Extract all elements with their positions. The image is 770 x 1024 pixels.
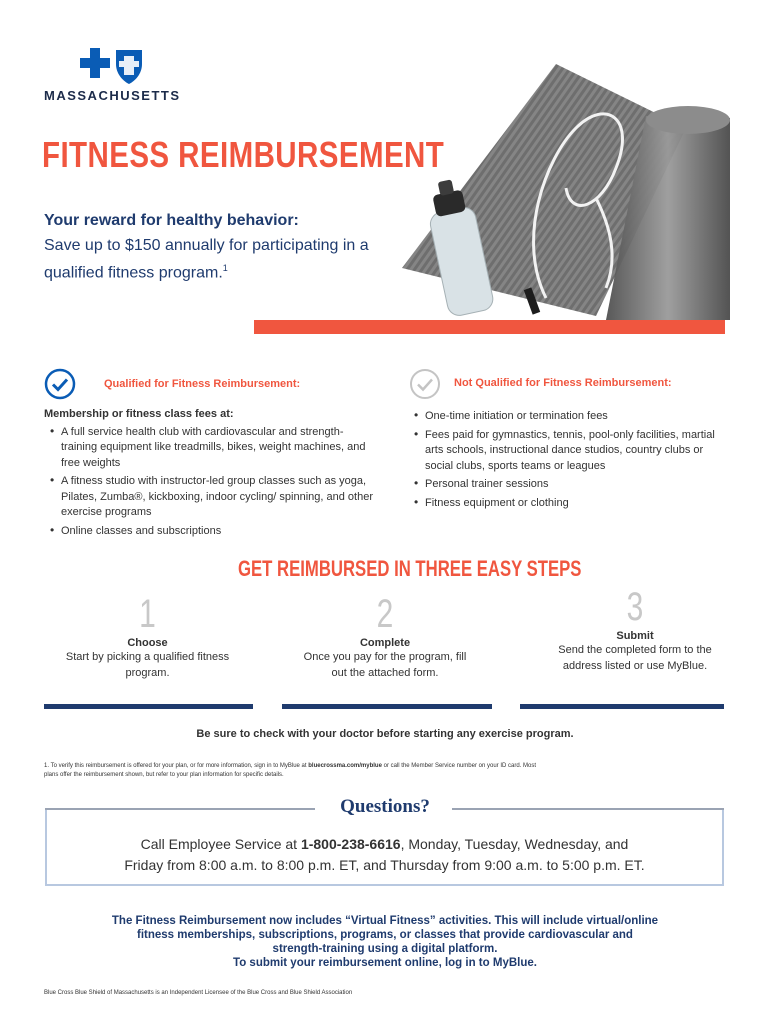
step-number: 3: [626, 585, 644, 629]
check-circle-icon: [44, 368, 76, 400]
blue-cross-shield-icon: [78, 46, 148, 86]
licensee-note: Blue Cross Blue Shield of Massachusetts is an Independent Licensee of the Blue Cross and Blue Shield Association: [44, 990, 353, 996]
not-qualified-heading: Not Qualified for Fitness Reimbursement:: [454, 377, 672, 389]
reward-subtitle: Save up to $150 annually for participating in a qualified fitness program.$^1$: [44, 237, 369, 282]
list-item: • Fitness equipment or clothing: [412, 496, 732, 512]
step-description: Start by picking a qualified fitness program.: [65, 651, 230, 679]
step-number: 2: [376, 592, 394, 636]
step-divider: [520, 704, 724, 709]
doctor-note: Be sure to check with your doctor before starting any exercise program.: [196, 728, 574, 740]
list-item: • A fitness studio with instructor-led group classes such as yoga, Pilates, Zumba®, kickboxing, indoor cycling/ spinning, and other exercise programs: [44, 474, 374, 521]
questions-title: Questions?: [340, 796, 430, 817]
qualified-lead: Membership or fitness class fees at:: [44, 408, 234, 420]
not-qualified-list: [412, 409, 732, 514]
step-label: Complete: [359, 637, 411, 649]
step-description: Send the completed form to the address listed or use MyBlue.: [558, 644, 712, 672]
reward-heading: Your reward for healthy behavior:: [44, 212, 299, 229]
step-label: Choose: [127, 637, 168, 649]
logo-wordmark: MASSACHUSETTS: [44, 88, 181, 103]
list-item: • One-time initiation or termination fees: [412, 409, 732, 425]
step-divider: [282, 704, 492, 709]
step-choose: [60, 592, 235, 681]
page-title: FITNESS REIMBURSEMENT: [42, 134, 445, 175]
myblue-link[interactable]: bluecrossma.com/myblue: [308, 763, 382, 769]
list-item: • Online classes and subscriptions: [44, 524, 374, 540]
check-circle-icon-gray: [409, 368, 441, 400]
qualified-heading: Qualified for Fitness Reimbursement:: [104, 378, 301, 390]
list-item: • Fees paid for gymnastics, tennis, pool-only facilities, martial arts schools, instructional dance studios, country clubs or social clubs, sports teams or leagues: [412, 428, 732, 475]
step-number: 1: [139, 592, 156, 636]
footnote: 1. To verify this reimbursement is offered for your plan, or for more information, sign in to MyBlue at bluecrossma.com/myblue or call the Member Service number on your ID card. Most plans offer the reimbursement shown, but refer to your plan information for specific details.: [44, 763, 536, 778]
phone-number[interactable]: 1-800-238-6616: [300, 836, 401, 852]
fitness-mat-photo: [396, 58, 730, 320]
questions-body: Call Employee Service at 1-800-238-6616, Monday, Tuesday, Wednesday, and Friday from 8:00 a.m. to 8:00 p.m. ET, and Thursday from 9:00 a.m. to 5:00 p.m. ET.: [124, 836, 645, 873]
step-description: Once you pay for the program, fill out the attached form.: [303, 651, 467, 679]
virtual-fitness-note: The Fitness Reimbursement now includes “Virtual Fitness” activities. This will include virtual/online fitness memberships, subscriptions, programs, or classes that provide cardiovascular and strength-training using a digital platform. To submit your reimbursement online, log in to MyBlue.: [60, 914, 710, 970]
myblue-login-text[interactable]: To submit your reimbursement online, log in to MyBlue.: [233, 957, 537, 969]
step-divider: [44, 704, 253, 709]
step-complete: [300, 592, 470, 681]
list-item: • A full service health club with cardiovascular and strength-training equipment like treadmills, bikes, weight machines, and free weights: [44, 425, 374, 472]
step-submit: [540, 585, 730, 674]
step-label: Submit: [616, 630, 654, 642]
accent-bar: [254, 320, 725, 334]
steps-title: GET REIMBURSED IN THREE EASY STEPS: [238, 556, 582, 581]
qualified-list: [44, 407, 374, 542]
list-item: • Personal trainer sessions: [412, 477, 732, 493]
